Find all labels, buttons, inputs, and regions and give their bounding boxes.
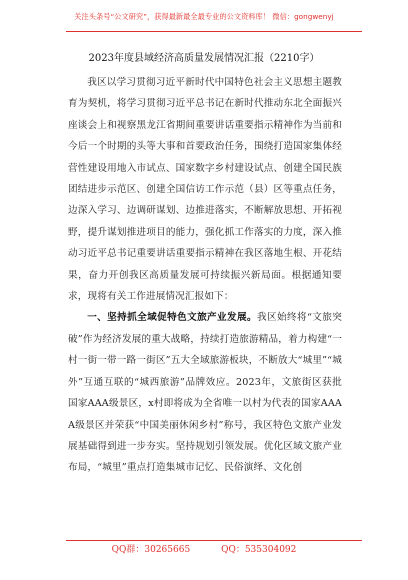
- paragraph-text: 我区始终将“文旅突破”作为经济发展的重大战略，持续打造旅游精品，着力构建“一村一街一带一路一街区”五大全域旅游板块，不断放大“城里”“城外”互通互联的“城西旅游”品牌效应。2023年，文旅街区获批国家AAA级景区，x村即将成为全省唯一以村为代表的国家AAAA级景区并荣获“中国美丽休闲乡村”称号，我区特色文旅产业发展基础得到进一步夯实。坚持规划引领发展。优化区域文旅产业布局，“城里”重点打造集城市记忆、民俗演绎、文化创: [68, 312, 342, 474]
- section-heading: 一、坚持抓全域促特色文旅产业发展。: [87, 312, 258, 324]
- paragraph-intro: [68, 72, 342, 307]
- footer-contact: [0, 542, 408, 555]
- qq-number: QQ：535304092: [221, 545, 297, 555]
- paragraph-text: 我区以学习贯彻习近平新时代中国特色社会主义思想主题教育为契机，将学习贯彻习近平总书记在新时代推动东北全面振兴座谈会上和视察黑龙江省期间重要讲话重要指示精神作为当前和今后一个时期的头等大事和首要政治任务，围绕打造国家集体经营性建设用地入市试点、国家数字乡村建设试点、创建全国民族团结进步示范区、创建全国信访工作示范（县）区等重点任务，边深入学习、边调研谋划、边推进落实，不断解放思想、开拓视野，提升谋划推进项目的能力，强化抓工作落实的力度，深入推动习近平总书记重要讲话重要指示精神在我区落地生根、开花结果，奋力开创我区高质量发展可持续振兴新局面。根据通知要求，现将有关工作进展情况汇报如下：: [68, 77, 342, 303]
- promo-banner: 关注头条号“公文研究”，获得最新最全最专业的公文资料库！ 微信：gongwenyj: [74, 12, 334, 21]
- footer-divider: [66, 540, 362, 541]
- paragraph-section-1: [68, 307, 342, 478]
- document-title: 2023年度县域经济高质量发展情况汇报（2210字）: [88, 53, 320, 64]
- qq-group-number: QQ群：30265665: [111, 545, 191, 555]
- header-divider: [66, 31, 362, 32]
- document-body: [68, 72, 342, 479]
